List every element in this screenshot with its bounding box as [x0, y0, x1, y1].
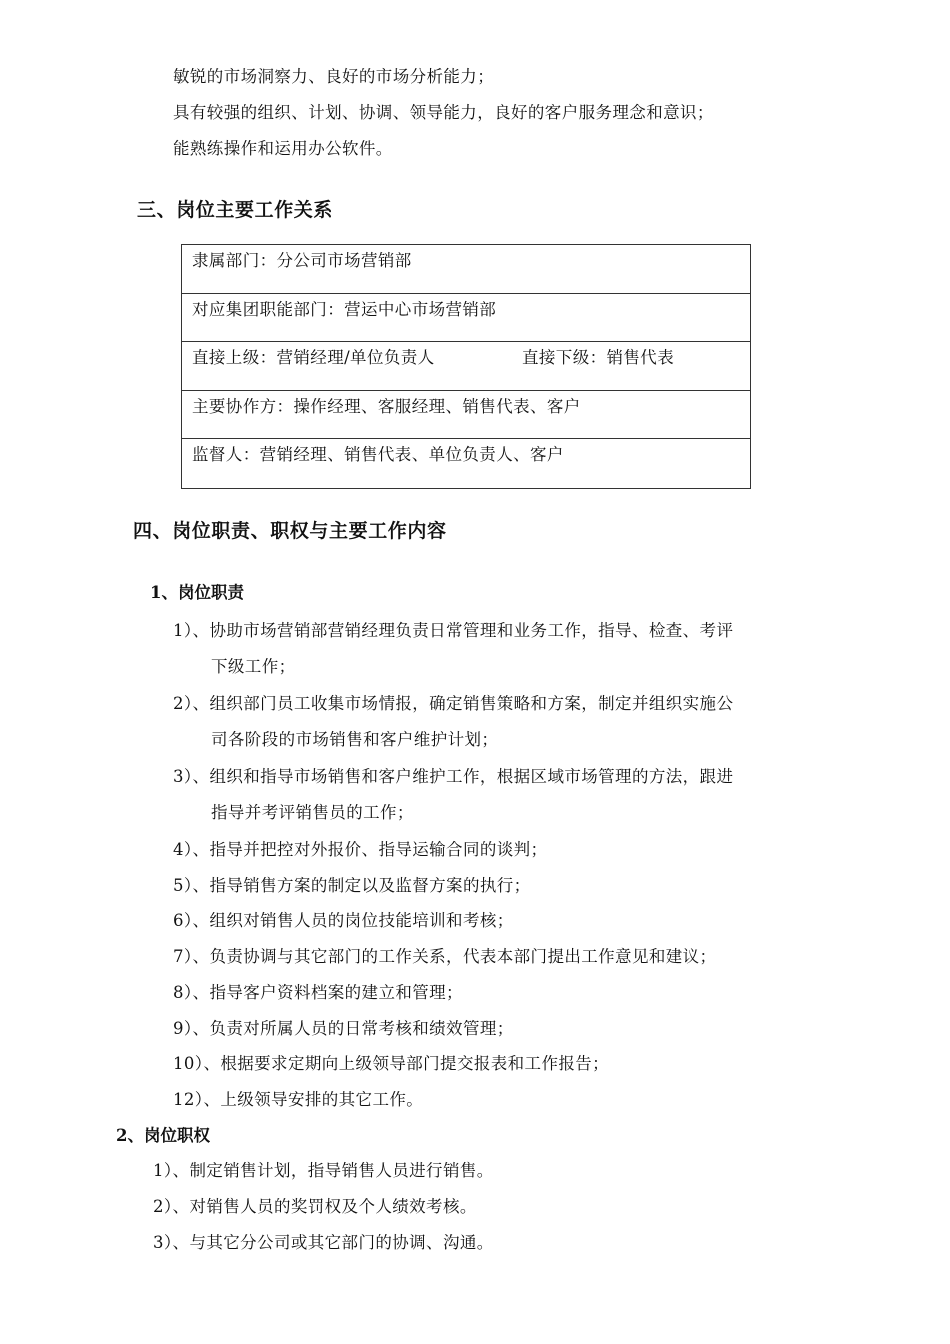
requirement-line-3: 能熟练操作和运用办公软件。 — [173, 139, 393, 158]
duty-item-1: 1）、协助市场营销部营销经理负责日常管理和业务工作，指导、检查、考评 — [173, 621, 734, 640]
relations-cell-subordinate: 直接下级：销售代表 — [522, 348, 675, 367]
relations-row-supervisors — [182, 439, 750, 488]
relations-cell-collaborators: 主要协作方：操作经理、客服经理、销售代表、客户 — [192, 396, 581, 416]
duty-item-8: 8）、指导客户资料档案的建立和管理； — [173, 983, 463, 1002]
relations-cell-group-department: 对应集团职能部门：营运中心市场营销部 — [192, 299, 497, 319]
authority-item-2: 2）、对销售人员的奖罚权及个人绩效考核。 — [153, 1197, 477, 1216]
duty-item-3: 3）、组织和指导市场销售和客户维护工作，根据区域市场管理的方法，跟进 — [173, 767, 734, 786]
duty-item-12: 12）、上级领导安排的其它工作。 — [173, 1090, 424, 1109]
duty-item-10: 10）、根据要求定期向上级领导部门提交报表和工作报告； — [173, 1054, 610, 1073]
duties-heading: 1、岗位职责 — [150, 583, 244, 602]
authority-item-1: 1）、制定销售计划，指导销售人员进行销售。 — [153, 1161, 494, 1180]
duty-item-9: 9）、负责对所属人员的日常考核和绩效管理； — [173, 1019, 514, 1038]
relations-cell-superior: 直接上级：营销经理/单位负责人 — [192, 348, 435, 367]
requirement-line-1: 敏锐的市场洞察力、良好的市场分析能力； — [173, 67, 495, 86]
duty-item-1-cont: 下级工作； — [211, 657, 296, 676]
section-4-heading: 四、岗位职责、职权与主要工作内容 — [133, 520, 447, 542]
duty-item-3-cont: 指导并考评销售员的工作； — [211, 803, 414, 822]
relations-row-group-department — [182, 294, 750, 343]
requirement-line-2: 具有较强的组织、计划、协调、领导能力，良好的客户服务理念和意识； — [173, 103, 714, 122]
relations-row-reporting — [182, 342, 750, 391]
duty-item-7: 7）、负责协调与其它部门的工作关系，代表本部门提出工作意见和建议； — [173, 947, 717, 966]
duty-item-2-cont: 司各阶段的市场销售和客户维护计划； — [211, 730, 499, 749]
duty-item-4: 4）、指导并把控对外报价、指导运输合同的谈判； — [173, 840, 548, 859]
duty-item-2: 2）、组织部门员工收集市场情报，确定销售策略和方案，制定并组织实施公 — [173, 694, 734, 713]
relations-row-collaborators — [182, 391, 750, 440]
section-3-heading: 三、岗位主要工作关系 — [137, 199, 334, 221]
relations-cell-department: 隶属部门：分公司市场营销部 — [192, 251, 412, 270]
relations-row-department — [182, 245, 750, 294]
duty-item-6: 6）、组织对销售人员的岗位技能培训和考核； — [173, 911, 514, 930]
relations-cell-supervisors: 监督人：营销经理、销售代表、单位负责人、客户 — [192, 445, 564, 464]
authority-heading: 2、岗位职权 — [116, 1126, 210, 1145]
authority-item-3: 3）、与其它分公司或其它部门的协调、沟通。 — [153, 1233, 494, 1252]
work-relations-table — [181, 244, 751, 489]
duty-item-5: 5）、指导销售方案的制定以及监督方案的执行； — [173, 876, 531, 895]
